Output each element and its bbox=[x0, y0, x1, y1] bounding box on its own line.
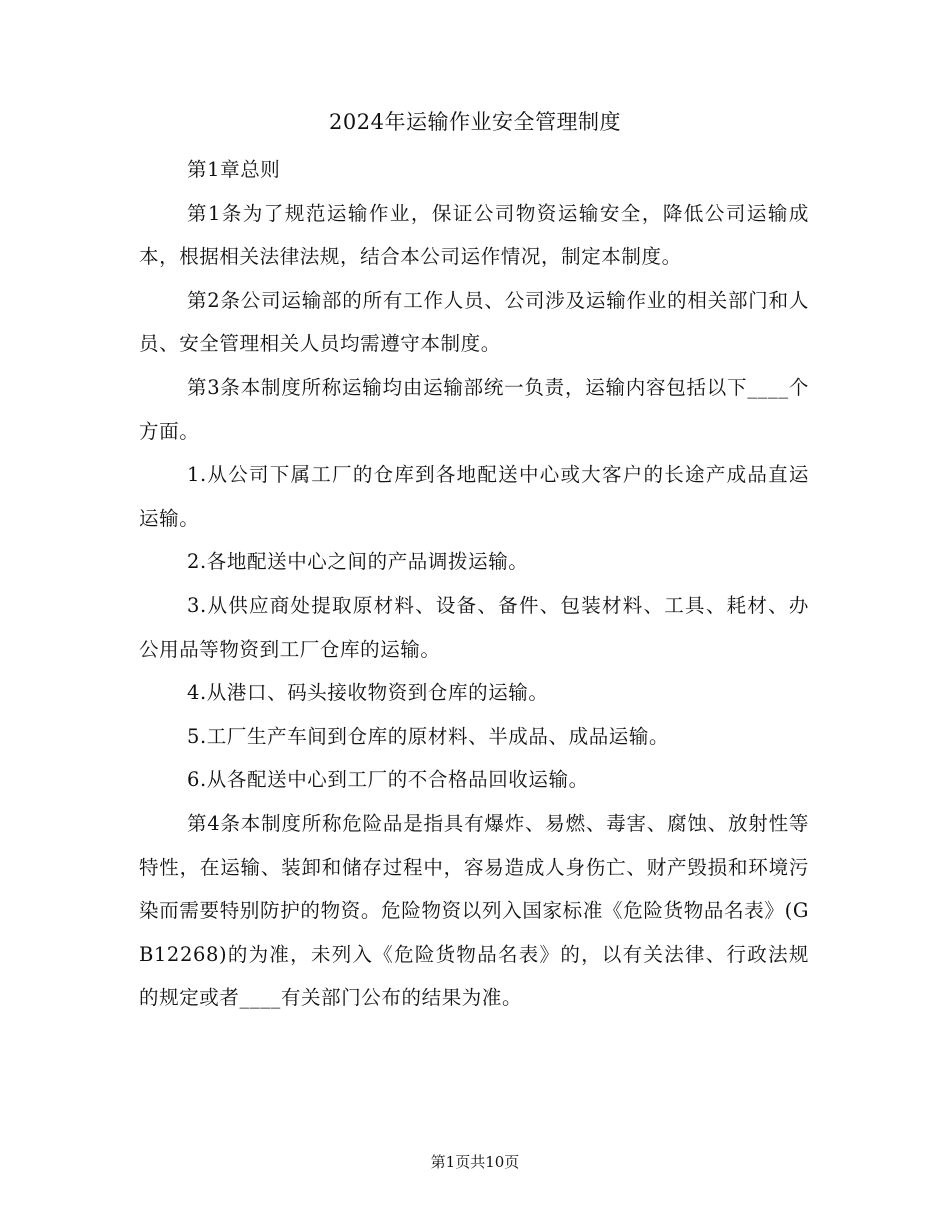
article-1: 第1条为了规范运输作业，保证公司物资运输安全，降低公司运输成本，根据相关法律法规，结合本公司运作情况，制定本制度。 bbox=[139, 201, 809, 269]
list-item-2: 2.各地配送中心之间的产品调拨运输。 bbox=[187, 550, 529, 574]
document-title: 2024年运输作业安全管理制度 bbox=[329, 110, 621, 134]
chapter-heading: 第1章总则 bbox=[187, 158, 281, 181]
article-4: 第4条本制度所称危险品是指具有爆炸、易燃、毒害、腐蚀、放射性等特性，在运输、装卸和储存过程中，容易造成人身伤亡、财产毁损和环境污染而需要特别防护的物资。危险物资以列入国家标准《危险货物品名表》(GB12268)的为准，未列入《危险货物品名表》的，以有关法律、行政法规的规定或者____有关部门公布的结果为准。 bbox=[139, 811, 809, 1010]
page-number: 第1页共10页 bbox=[430, 1153, 520, 1171]
document-body bbox=[139, 148, 809, 1020]
article-3: 第3条本制度所称运输均由运输部统一负责，运输内容包括以下____个方面。 bbox=[139, 375, 809, 443]
article-2: 第2条公司运输部的所有工作人员、公司涉及运输作业的相关部门和人员、安全管理相关人员均需遵守本制度。 bbox=[139, 288, 809, 356]
list-item-4: 4.从港口、码头接收物资到仓库的运输。 bbox=[187, 681, 549, 705]
list-item-6: 6.从各配送中心到工厂的不合格品回收运输。 bbox=[187, 768, 589, 792]
list-item-1: 1.从公司下属工厂的仓库到各地配送中心或大客户的长途产成品直运运输。 bbox=[139, 463, 809, 530]
list-item-3: 3.从供应商处提取原材料、设备、备件、包装材料、工具、耗材、办公用品等物资到工厂仓库的运输。 bbox=[139, 593, 809, 661]
list-item-5: 5.工厂生产车间到仓库的原材料、半成品、成品运输。 bbox=[187, 724, 670, 748]
